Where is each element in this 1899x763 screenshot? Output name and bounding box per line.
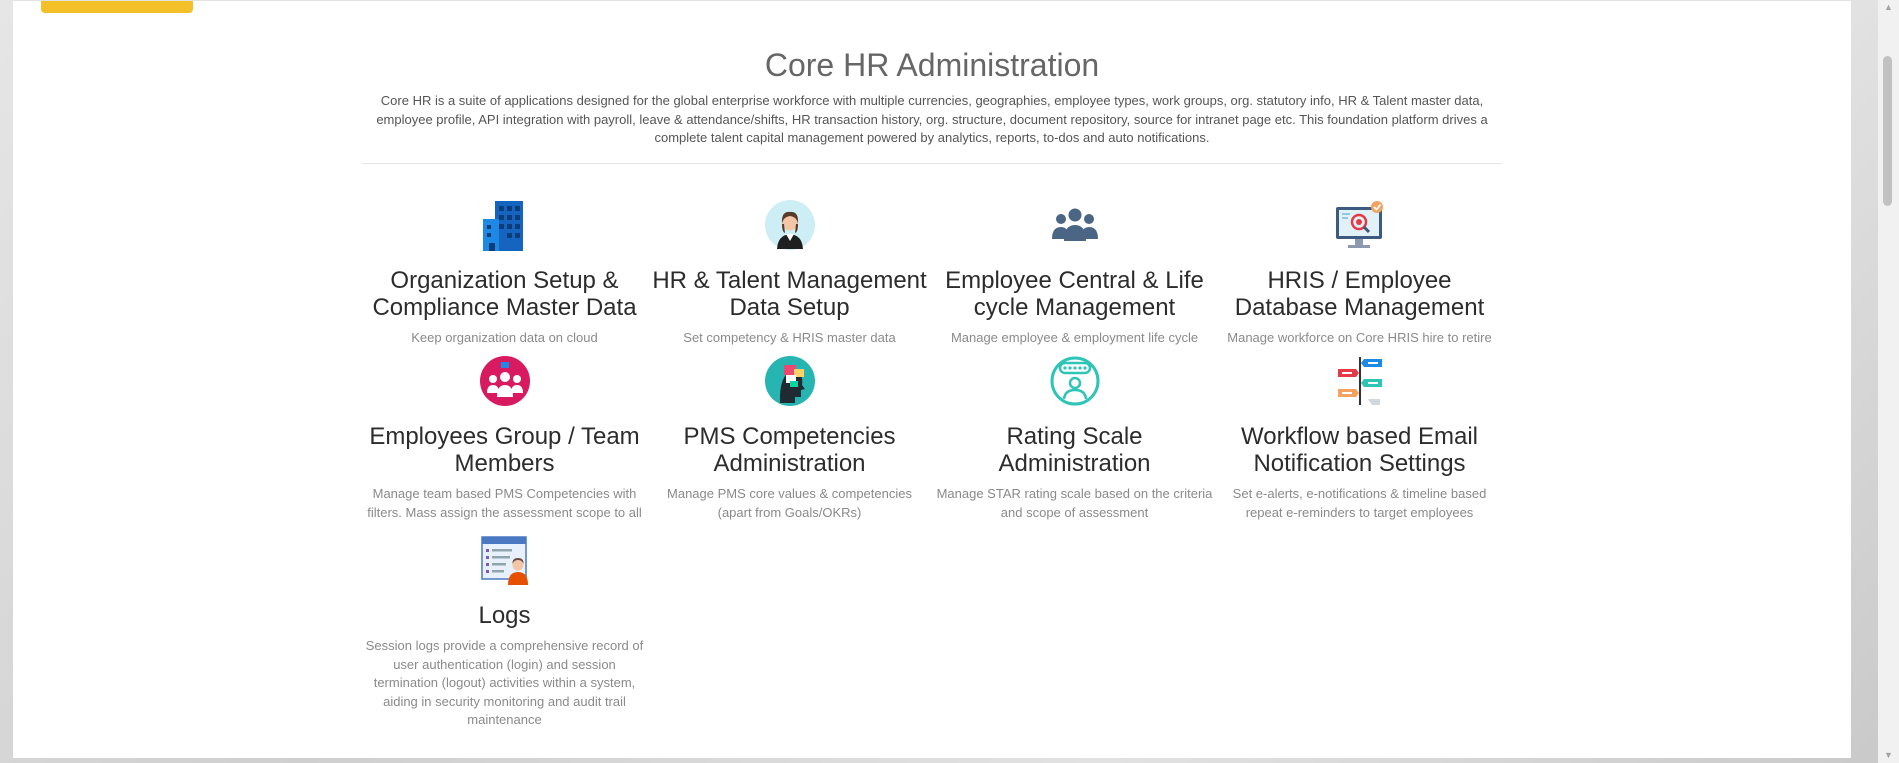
tile-description: Manage employee & employment life cycle bbox=[950, 329, 1199, 345]
woman-avatar-icon bbox=[762, 199, 818, 251]
tile-title: Rating Scale Administration bbox=[998, 423, 1151, 477]
core-hr-section bbox=[362, 40, 1502, 730]
accent-tab[interactable] bbox=[41, 1, 193, 13]
monitor-search-icon bbox=[1332, 199, 1388, 251]
tile-title: Workflow based Email Notification Settings bbox=[1241, 423, 1478, 477]
tile-description: Manage workforce on Core HRIS hire to retire bbox=[1227, 329, 1492, 345]
tile-description: Set competency & HRIS master data bbox=[683, 329, 896, 345]
rating-scale-icon bbox=[1047, 355, 1103, 407]
tile-title: PMS Competencies Administration bbox=[683, 423, 896, 477]
scroll-up-arrow-icon[interactable]: ▲ bbox=[1884, 2, 1893, 12]
building-icon bbox=[477, 199, 533, 251]
tile-logs[interactable] bbox=[362, 534, 647, 730]
scrollbar-thumb[interactable] bbox=[1883, 56, 1892, 206]
tile-description: Keep organization data on cloud bbox=[411, 329, 598, 345]
tile-description: Set e-alerts, e-notifications & timeline based repeat e-reminders to target employees bbox=[1232, 486, 1487, 520]
tile-title: HRIS / Employee Database Management bbox=[1234, 266, 1485, 321]
logs-icon bbox=[477, 534, 533, 586]
tile-hris-database[interactable] bbox=[1217, 199, 1502, 348]
tile-title: Logs bbox=[478, 602, 531, 629]
tile-workflow-notifications[interactable] bbox=[1217, 355, 1502, 522]
intro-text: Core HR is a suite of applications designed for the global enterprise workforce with multiple currencies, geographies, employee types, work groups, org. statutory info, HR & Talent master data, employee profile, API integration with payroll, leave & attendance/shifts, HR transaction history, org. structure, document repository, source for intranet page etc. This foundation platform drives a complete talent capital management powered by analytics, reports, to-dos and auto notifications. bbox=[376, 93, 1488, 145]
tile-description: Manage STAR rating scale based on the criteria and scope of assessment bbox=[936, 486, 1213, 520]
tile-organization-setup[interactable] bbox=[362, 199, 647, 348]
workflow-icon bbox=[1332, 355, 1388, 407]
tile-title: HR & Talent Management Data Setup bbox=[652, 266, 927, 321]
tile-description: Manage PMS core values & competencies (apart from Goals/OKRs) bbox=[667, 486, 912, 520]
page-title: Core HR Administration bbox=[764, 47, 1100, 83]
tile-description: Manage team based PMS Competencies with filters. Mass assign the assessment scope to all bbox=[367, 486, 642, 520]
tile-title: Employee Central & Life cycle Management bbox=[945, 266, 1204, 321]
divider bbox=[362, 163, 1502, 164]
people-group-icon bbox=[1047, 199, 1103, 251]
tile-title: Employees Group / Team Members bbox=[369, 423, 640, 477]
tile-employees-group[interactable] bbox=[362, 355, 647, 522]
tile-employee-central[interactable] bbox=[932, 199, 1217, 348]
tile-description: Session logs provide a comprehensive record of user authentication (login) and session termination (logout) activities within a system, aiding in security monitoring and audit trail maintenance bbox=[365, 638, 644, 727]
module-grid bbox=[362, 199, 1502, 730]
tile-hr-talent-setup[interactable] bbox=[647, 199, 932, 348]
scroll-down-arrow-icon[interactable]: ▼ bbox=[1884, 750, 1893, 760]
team-members-icon bbox=[477, 355, 533, 407]
competency-head-icon bbox=[762, 355, 818, 407]
tile-title: Organization Setup & Compliance Master Data bbox=[372, 266, 637, 321]
tile-rating-scale[interactable] bbox=[932, 355, 1217, 522]
tile-pms-competencies[interactable] bbox=[647, 355, 932, 522]
